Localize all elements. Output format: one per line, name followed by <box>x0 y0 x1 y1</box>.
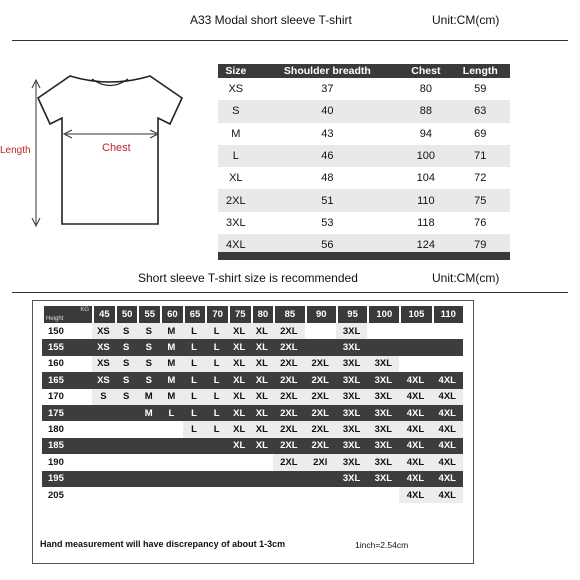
size-table-cell: 40 <box>254 100 401 122</box>
size-recommendation-cell: M <box>160 389 183 405</box>
size-table-row <box>218 78 510 100</box>
size-recommendation-cell: XL <box>228 356 251 372</box>
size-recommendation-cell: 3XL <box>367 389 399 405</box>
size-recommendation-cell <box>251 454 274 470</box>
chest-col-header: Chest <box>401 64 451 78</box>
size-recommendation-cell: XS <box>92 356 115 372</box>
size-recommendation-cell <box>137 487 160 503</box>
size-recommendation-cell <box>399 339 431 355</box>
size-recommendation-cell: S <box>115 339 138 355</box>
size-recommendation-cell: 3XL <box>336 471 367 487</box>
chest-label: Chest <box>102 142 131 154</box>
size-recommendation-cell: 3XL <box>336 339 367 355</box>
size-recommendation-cell: XL <box>228 339 251 355</box>
height-cell: 205 <box>42 487 92 503</box>
size-recommendation-cell <box>183 471 206 487</box>
size-recommendation-cell <box>305 323 336 339</box>
weight-header-cell: 75 <box>228 306 251 323</box>
size-table-cell: 110 <box>401 189 451 211</box>
size-recommendation-cell: S <box>92 389 115 405</box>
recommend-row <box>42 438 463 454</box>
size-table-cell: 104 <box>416 172 436 185</box>
unit-label: Unit:CM(cm) <box>432 13 500 27</box>
size-table-cell: 59 <box>474 83 487 96</box>
size-recommendation-cell: 2XL <box>305 438 336 454</box>
size-table-cell: 75 <box>451 189 510 211</box>
size-recommendation-cell: XS <box>92 339 115 355</box>
size-recommendation-cell: 4XL <box>399 421 431 437</box>
size-recommendation-cell: 2XL <box>305 372 336 388</box>
size-recommendation-cell: 2XL <box>305 405 336 421</box>
size-recommendation-cell: M <box>137 405 160 421</box>
size-recommendation-cell: 2XL <box>273 323 304 339</box>
size-recommendation-cell <box>251 487 274 503</box>
length-col-header: Length <box>451 64 510 78</box>
size-recommendation-cell <box>137 438 160 454</box>
size-recommendation-cell: L <box>183 405 206 421</box>
size-recommendation-cell: L <box>205 405 228 421</box>
size-recommendation-cell: 4XL <box>399 438 431 454</box>
size-recommendation-cell: XL <box>251 323 274 339</box>
size-recommendation-cell: XS <box>92 372 115 388</box>
size-recommendation-cell: 3XL <box>367 421 399 437</box>
size-recommendation-cell: 2XL <box>305 389 336 405</box>
size-recommendation-cell: 4XL <box>399 471 431 487</box>
size-recommendation-cell: 3XL <box>336 421 367 437</box>
size-table-cell: 63 <box>451 100 510 122</box>
size-table-cell: 69 <box>474 127 487 140</box>
size-recommendation-cell: 3XL <box>336 438 367 454</box>
size-table-cell: 88 <box>401 100 451 122</box>
size-table-cell: 80 <box>419 83 432 96</box>
recommend-row <box>42 372 463 388</box>
weight-header-cell: 65 <box>183 306 206 323</box>
size-recommendation-cell: 4XL <box>432 421 463 437</box>
size-recommendation-cell <box>399 323 431 339</box>
size-recommendation-cell <box>228 487 251 503</box>
weight-header-cell: 80 <box>251 306 274 323</box>
size-recommendation-cell: XL <box>251 389 274 405</box>
recommend-grid <box>42 306 463 503</box>
height-cell: 160 <box>42 356 92 372</box>
size-recommendation-cell: S <box>137 356 160 372</box>
height-cell: 150 <box>42 323 92 339</box>
size-table-cell: XS <box>228 83 244 96</box>
corner-kg-label: KG <box>80 307 89 313</box>
size-recommendation-cell: XS <box>92 323 115 339</box>
size-table-cell: XL <box>229 172 243 185</box>
size-recommendation-cell: XL <box>228 421 251 437</box>
size-recommendation-cell: L <box>160 405 183 421</box>
size-recommendation-cell: 3XL <box>367 372 399 388</box>
size-recommendation-cell <box>205 471 228 487</box>
size-table-footer-bar <box>218 252 510 260</box>
size-recommendation-cell: 2XL <box>305 421 336 437</box>
size-table-cell: 3XL <box>226 216 246 229</box>
size-recommendation-cell: 3XL <box>367 438 399 454</box>
height-cell: 165 <box>42 372 92 388</box>
size-recommendation-cell: S <box>115 372 138 388</box>
size-recommendation-cell: 4XL <box>432 487 463 503</box>
size-recommendation-cell <box>432 323 463 339</box>
size-recommendation-cell: L <box>183 372 206 388</box>
size-recommendation-cell <box>115 454 138 470</box>
length-label: Length <box>0 145 31 156</box>
size-recommendation-cell <box>273 487 304 503</box>
size-recommendation-cell <box>183 438 206 454</box>
weight-header-cell: 45 <box>92 306 115 323</box>
size-table-cell: 37 <box>321 83 334 96</box>
size-recommendation-cell <box>305 339 336 355</box>
size-table-cell: 118 <box>417 216 435 229</box>
shoulder-col-header: Shoulder breadth <box>254 64 401 78</box>
weight-header-cell: 95 <box>336 306 367 323</box>
size-table-cell: 4XL <box>218 234 254 256</box>
height-cell: 190 <box>42 454 92 470</box>
size-recommendation-cell: M <box>137 389 160 405</box>
size-recommendation-cell: L <box>183 389 206 405</box>
size-table-cell: 48 <box>321 172 334 185</box>
recommend-title: Short sleeve T-shirt size is recommended <box>138 271 358 285</box>
size-recommendation-cell <box>92 487 115 503</box>
size-table <box>218 64 510 256</box>
size-table-cell: 51 <box>254 189 401 211</box>
size-recommendation-cell: S <box>137 372 160 388</box>
size-recommendation-cell <box>205 487 228 503</box>
weight-header-cell: 60 <box>160 306 183 323</box>
size-recommendation-cell: 4XL <box>432 372 463 388</box>
size-table-row <box>218 145 510 167</box>
size-recommendation-cell: 2XL <box>273 438 304 454</box>
recommend-row <box>42 471 463 487</box>
size-recommendation-cell: 2XL <box>273 405 304 421</box>
size-recommendation-cell: XL <box>251 405 274 421</box>
size-recommendation-cell: XL <box>251 438 274 454</box>
size-recommendation-cell <box>273 471 304 487</box>
weight-header-cell: 55 <box>137 306 160 323</box>
size-recommendation-cell: 3XL <box>367 454 399 470</box>
size-recommendation-cell: L <box>183 421 206 437</box>
size-recommendation-cell <box>137 421 160 437</box>
weight-header-cell: 50 <box>115 306 138 323</box>
size-table-cell: 79 <box>451 234 510 256</box>
size-col-header: Size <box>218 64 254 78</box>
size-recommendation-cell: XL <box>251 356 274 372</box>
size-recommendation-cell <box>115 487 138 503</box>
size-recommendation-cell <box>432 339 463 355</box>
size-recommendation-cell <box>205 454 228 470</box>
recommend-divider <box>12 292 568 293</box>
size-recommendation-cell <box>399 356 431 372</box>
size-recommendation-cell <box>251 471 274 487</box>
size-table-cell: 72 <box>474 172 487 185</box>
weight-header-cell: 110 <box>432 306 463 323</box>
size-recommendation-cell: XL <box>228 438 251 454</box>
size-recommendation-cell: XL <box>228 389 251 405</box>
size-table-header <box>218 64 510 78</box>
height-cell: 175 <box>42 405 92 421</box>
size-recommendation-cell <box>336 487 367 503</box>
size-recommendation-cell: XL <box>251 339 274 355</box>
size-recommendation-cell: S <box>115 323 138 339</box>
size-recommendation-cell <box>183 454 206 470</box>
size-recommendation-cell <box>115 471 138 487</box>
size-recommendation-cell <box>367 323 399 339</box>
size-recommendation-cell: M <box>160 356 183 372</box>
size-recommendation-cell <box>367 487 399 503</box>
height-cell: 155 <box>42 339 92 355</box>
size-recommendation-cell: S <box>137 323 160 339</box>
size-recommendation-cell: L <box>183 339 206 355</box>
size-table-cell: 100 <box>401 145 451 167</box>
size-recommendation-cell: 2XL <box>273 454 304 470</box>
size-recommendation-cell: S <box>137 339 160 355</box>
size-table-cell: S <box>218 100 254 122</box>
recommend-grid-header <box>42 306 463 323</box>
size-recommendation-cell: L <box>205 323 228 339</box>
weight-header-cell: 100 <box>367 306 399 323</box>
size-recommendation-cell: 2XL <box>273 339 304 355</box>
size-table-cell: 46 <box>254 145 401 167</box>
size-recommendation-cell: 3XL <box>367 471 399 487</box>
size-recommendation-cell: XL <box>251 421 274 437</box>
size-recommendation-cell: 4XL <box>399 405 431 421</box>
size-recommendation-cell <box>432 356 463 372</box>
size-recommendation-cell: L <box>205 421 228 437</box>
weight-header-cell: 90 <box>305 306 336 323</box>
measurement-note: Hand measurement will have discrepancy of about 1-3cm <box>40 539 286 549</box>
size-recommendation-cell: S <box>115 356 138 372</box>
size-recommendation-cell <box>160 471 183 487</box>
size-table-cell: 2XL <box>218 189 254 211</box>
recommend-row <box>42 405 463 421</box>
size-recommendation-cell: L <box>183 356 206 372</box>
corner-height-label: Height <box>46 316 64 322</box>
size-recommendation-cell <box>137 454 160 470</box>
recommend-row <box>42 323 463 339</box>
size-recommendation-cell: 4XL <box>399 487 431 503</box>
size-recommendation-cell: L <box>183 323 206 339</box>
size-table-row <box>218 123 510 145</box>
size-recommendation-cell: L <box>205 356 228 372</box>
size-table-cell: 56 <box>254 234 401 256</box>
size-recommendation-cell <box>160 421 183 437</box>
recommend-row <box>42 356 463 372</box>
size-recommendation-cell: 2XL <box>273 372 304 388</box>
size-recommendation-cell <box>137 471 160 487</box>
size-recommendation-cell <box>367 339 399 355</box>
size-recommendation-cell: 4XL <box>432 454 463 470</box>
size-recommendation-cell <box>92 405 115 421</box>
size-recommendation-cell: L <box>205 339 228 355</box>
size-recommendation-cell: XL <box>251 372 274 388</box>
recommend-row <box>42 389 463 405</box>
size-recommendation-cell: M <box>160 339 183 355</box>
size-recommendation-cell <box>228 471 251 487</box>
recommend-unit-label: Unit:CM(cm) <box>432 271 500 285</box>
size-recommendation-cell: XL <box>228 405 251 421</box>
recommend-row <box>42 454 463 470</box>
size-recommendation-cell <box>305 487 336 503</box>
size-recommendation-cell <box>183 487 206 503</box>
size-recommendation-cell <box>115 438 138 454</box>
size-recommendation-cell: 3XL <box>367 356 399 372</box>
size-recommendation-cell: 3XL <box>336 372 367 388</box>
size-recommendation-cell <box>115 405 138 421</box>
size-recommendation-cell: M <box>160 372 183 388</box>
size-recommendation-cell: 2XL <box>273 356 304 372</box>
weight-header-cell: 70 <box>205 306 228 323</box>
size-recommendation-cell <box>160 438 183 454</box>
size-recommendation-cell: S <box>115 389 138 405</box>
size-recommendation-cell: 3XL <box>336 454 367 470</box>
size-recommendation-cell: 4XL <box>399 372 431 388</box>
size-recommendation-cell <box>92 438 115 454</box>
size-recommendation-cell: 3XL <box>336 356 367 372</box>
size-table-cell: M <box>231 127 241 140</box>
size-recommendation-cell: 3XL <box>336 389 367 405</box>
grid-corner-cell <box>42 306 92 323</box>
size-recommendation-cell <box>115 421 138 437</box>
size-recommendation-cell: 2XL <box>305 356 336 372</box>
size-recommendation-cell: 4XL <box>432 405 463 421</box>
recommend-row <box>42 339 463 355</box>
chart-title: A33 Modal short sleeve T-shirt <box>190 13 352 27</box>
size-recommendation-cell <box>305 471 336 487</box>
size-recommendation-cell: 3XL <box>336 323 367 339</box>
size-recommendation-cell: L <box>205 372 228 388</box>
size-table-cell: 124 <box>401 234 451 256</box>
size-recommendation-cell: 3XL <box>367 405 399 421</box>
size-recommendation-cell <box>92 454 115 470</box>
height-cell: 170 <box>42 389 92 405</box>
size-recommendation-cell: 2XL <box>273 421 304 437</box>
weight-header-cell: 105 <box>399 306 431 323</box>
size-recommendation-cell <box>160 487 183 503</box>
size-table-row <box>218 100 510 122</box>
size-table-cell: 76 <box>474 216 487 229</box>
size-recommendation-cell: XL <box>228 372 251 388</box>
size-recommendation-cell: 3XL <box>336 405 367 421</box>
size-recommendation-cell <box>228 454 251 470</box>
size-recommendation-cell: M <box>160 323 183 339</box>
size-table-row <box>218 167 510 189</box>
recommend-row <box>42 421 463 437</box>
size-table-row <box>218 189 510 211</box>
size-recommendation-cell: 2Xl <box>305 454 336 470</box>
size-recommendation-cell <box>160 454 183 470</box>
size-recommendation-cell <box>92 421 115 437</box>
recommend-row <box>42 487 463 503</box>
size-recommendation-cell: 2XL <box>273 389 304 405</box>
weight-header-cell: 85 <box>273 306 304 323</box>
size-recommendation-cell: L <box>205 389 228 405</box>
height-cell: 180 <box>42 421 92 437</box>
size-recommendation-cell <box>205 438 228 454</box>
size-recommendation-cell: XL <box>228 323 251 339</box>
inch-conversion-note: 1inch=2.54cm <box>355 540 409 550</box>
size-table-cell: 43 <box>321 127 334 140</box>
size-recommendation-cell: 4XL <box>432 438 463 454</box>
header-divider <box>12 40 568 41</box>
size-recommendation-cell: 4XL <box>399 454 431 470</box>
size-table-cell: 53 <box>321 216 334 229</box>
size-recommendation-cell <box>92 471 115 487</box>
size-recommendation-cell: 4XL <box>432 471 463 487</box>
size-table-row <box>218 212 510 234</box>
height-cell: 185 <box>42 438 92 454</box>
size-table-cell: L <box>218 145 254 167</box>
size-recommendation-cell: 4XL <box>432 389 463 405</box>
size-table-cell: 71 <box>451 145 510 167</box>
size-recommendation-cell: 4XL <box>399 389 431 405</box>
height-cell: 195 <box>42 471 92 487</box>
size-table-cell: 94 <box>419 127 432 140</box>
